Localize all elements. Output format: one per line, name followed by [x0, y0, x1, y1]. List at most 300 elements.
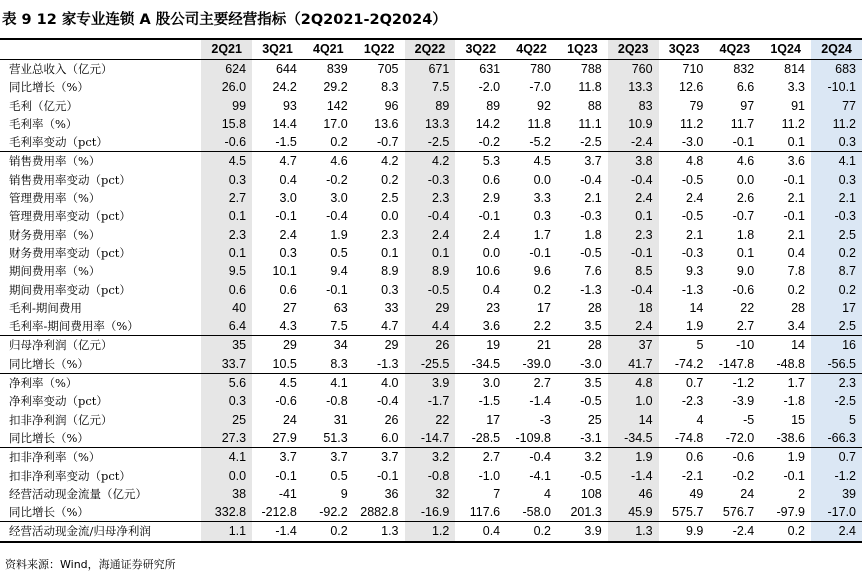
row-label: 毛利率-期间费用率（%） — [9, 319, 139, 334]
value-cell: 29 — [405, 299, 456, 317]
row-label: 净利率变动（pct） — [9, 394, 108, 409]
row-label: 毛利-期间费用 — [9, 300, 82, 315]
table-row — [0, 115, 862, 133]
value-cell: 814 — [784, 62, 806, 76]
value-cell: -0.8 — [326, 394, 348, 409]
value-cell: -17.0 — [811, 503, 862, 522]
value-cell: 63 — [333, 300, 348, 315]
table-row — [0, 392, 862, 410]
value-cell: 839 — [326, 62, 348, 76]
value-cell: -10.1 — [811, 78, 862, 96]
value-cell: 3.0 — [455, 374, 506, 393]
value-cell: 3.4 — [787, 319, 806, 334]
row-label: 经营活动现金流/归母净利润 — [0, 522, 201, 542]
value-cell: 25 — [201, 411, 252, 429]
value-cell: -1.3 — [681, 282, 704, 297]
table-row — [0, 133, 862, 152]
value-cell: 2.3 — [811, 374, 862, 393]
value-cell: 11.2 — [811, 115, 862, 133]
value-cell: 7.8 — [787, 264, 806, 279]
value-cell: 0.1 — [201, 207, 252, 225]
value-cell: -25.5 — [405, 355, 456, 374]
value-cell: -3.0 — [580, 356, 602, 371]
value-cell: -147.8 — [718, 356, 755, 371]
row-label: 毛利率（%） — [9, 116, 78, 131]
header-row — [0, 40, 862, 60]
value-cell: 0.7 — [659, 374, 710, 393]
table-row — [0, 411, 862, 429]
value-cell: -5 — [743, 412, 755, 427]
value-cell: 4.7 — [252, 152, 303, 171]
value-cell: 8.5 — [608, 262, 659, 280]
value-cell: -56.5 — [811, 355, 862, 374]
value-cell: 1.2 — [405, 522, 456, 542]
value-cell: 3.5 — [584, 319, 602, 334]
value-cell: 2.7 — [201, 189, 252, 207]
value-cell: 4.1 — [303, 374, 354, 393]
value-cell: -0.5 — [580, 245, 602, 260]
value-cell: 1.9 — [608, 448, 659, 467]
value-cell: 2.7 — [455, 448, 506, 467]
value-cell: 13.6 — [374, 116, 399, 131]
value-cell: 79 — [689, 98, 704, 113]
value-cell: 16 — [811, 336, 862, 355]
value-cell: -34.5 — [608, 429, 659, 448]
row-label: 归母净利润（亿元） — [0, 336, 201, 355]
table-row — [0, 171, 862, 189]
value-cell: 2.4 — [608, 317, 659, 336]
value-cell: 24 — [740, 486, 755, 501]
value-cell: 0.3 — [201, 392, 252, 410]
value-cell: 760 — [608, 60, 659, 79]
column-header: 2Q21 — [201, 40, 252, 60]
value-cell: 7 — [493, 486, 501, 501]
value-cell: 11.2 — [679, 116, 704, 131]
value-cell: 8.9 — [405, 262, 456, 280]
value-cell: 0.3 — [279, 245, 297, 260]
value-cell: 575.7 — [672, 505, 704, 520]
table-row — [0, 299, 862, 317]
value-cell: 2.7 — [506, 374, 557, 393]
value-cell: 0.3 — [811, 171, 862, 189]
value-cell: -0.1 — [275, 209, 297, 224]
value-cell: 83 — [608, 97, 659, 115]
value-cell: -39.0 — [522, 356, 551, 371]
value-cell: 2.3 — [201, 226, 252, 244]
value-cell: 7.5 — [405, 78, 456, 96]
value-cell: 0.3 — [811, 133, 862, 152]
value-cell: 1.8 — [736, 227, 755, 242]
value-cell: 3.3 — [787, 80, 806, 95]
value-cell: 3.6 — [760, 152, 811, 171]
column-header: 2Q23 — [608, 40, 659, 60]
value-cell: 15 — [791, 412, 806, 427]
value-cell: -0.1 — [783, 468, 806, 483]
value-cell: -34.5 — [471, 356, 501, 371]
table-row — [0, 152, 862, 171]
value-cell: -2.5 — [580, 135, 602, 150]
value-cell: 19 — [455, 336, 506, 355]
value-cell: -0.4 — [608, 171, 659, 189]
value-cell: -0.7 — [732, 209, 755, 224]
value-cell: 15.8 — [201, 115, 252, 133]
value-cell: 0.2 — [787, 282, 806, 297]
value-cell: 3.2 — [405, 448, 456, 467]
value-cell: 3.0 — [279, 191, 297, 206]
value-cell: 671 — [405, 60, 456, 79]
value-cell: -0.4 — [405, 207, 456, 225]
column-header: 3Q23 — [659, 40, 710, 60]
value-cell: 0.1 — [201, 244, 252, 262]
row-label: 同比增长（%） — [9, 80, 89, 95]
value-cell: 26 — [384, 412, 399, 427]
table-row — [0, 207, 862, 225]
table-row — [0, 448, 862, 467]
value-cell: -3.1 — [580, 430, 602, 445]
value-cell: -0.1 — [275, 468, 297, 483]
value-cell: 1.7 — [760, 374, 811, 393]
value-cell: 27.3 — [201, 429, 252, 448]
value-cell: 4.6 — [709, 152, 760, 171]
value-cell: 27 — [282, 300, 297, 315]
value-cell: -0.4 — [376, 394, 399, 409]
value-cell: 40 — [201, 299, 252, 317]
value-cell: -0.1 — [529, 245, 551, 260]
value-cell: -66.3 — [811, 429, 862, 448]
value-cell: 4 — [544, 486, 551, 501]
value-cell: 28 — [791, 300, 806, 315]
value-cell: 29 — [252, 336, 303, 355]
value-cell: 34 — [303, 336, 354, 355]
value-cell: 27.9 — [272, 430, 297, 445]
value-cell: 0.4 — [455, 522, 506, 542]
value-cell: 1.3 — [608, 522, 659, 542]
value-cell: 97 — [740, 98, 755, 113]
value-cell: 2.3 — [608, 226, 659, 244]
value-cell: 4 — [696, 412, 704, 427]
value-cell: 2.4 — [279, 227, 297, 242]
value-cell: 3.3 — [533, 191, 551, 206]
value-cell: 8.7 — [811, 262, 862, 280]
table-row — [0, 226, 862, 244]
table-row — [0, 78, 862, 96]
value-cell: -3.0 — [681, 135, 704, 150]
table-row — [0, 189, 862, 207]
value-cell: 17 — [537, 300, 551, 315]
value-cell: -0.6 — [201, 133, 252, 152]
value-cell: -2.1 — [681, 468, 704, 483]
value-cell: 46 — [608, 485, 659, 503]
value-cell: 0.0 — [533, 172, 551, 187]
value-cell: 22 — [405, 411, 456, 429]
value-cell: -0.1 — [326, 282, 348, 297]
value-cell: 683 — [811, 60, 862, 79]
value-cell: 3.0 — [330, 191, 348, 206]
value-cell: -14.7 — [405, 429, 456, 448]
value-cell: 2.5 — [381, 191, 399, 206]
value-cell: 0.1 — [608, 207, 659, 225]
value-cell: 26 — [405, 336, 456, 355]
value-cell: -1.4 — [252, 522, 303, 542]
value-cell: 10.1 — [272, 264, 297, 279]
table-row — [0, 281, 862, 299]
table-title: 表 9 12 家专业连锁 A 股公司主要经营指标（2Q2021-2Q2024） — [2, 12, 447, 28]
value-cell: 9.5 — [201, 262, 252, 280]
value-cell: -1.0 — [478, 468, 501, 483]
column-header: 1Q22 — [354, 40, 405, 60]
value-cell: 3.7 — [354, 448, 405, 467]
value-cell: -2.3 — [681, 394, 704, 409]
value-cell: 11.2 — [781, 116, 806, 131]
value-cell: 11.8 — [527, 116, 551, 131]
value-cell: 36 — [384, 486, 399, 501]
value-cell: 4.8 — [608, 374, 659, 393]
value-cell: 832 — [733, 62, 755, 76]
value-cell: 41.7 — [608, 355, 659, 374]
value-cell: -0.2 — [478, 135, 501, 150]
value-cell: -0.5 — [580, 468, 602, 483]
value-cell: 576.7 — [722, 505, 755, 520]
value-cell: 4.2 — [405, 152, 456, 171]
value-cell: 3.8 — [608, 152, 659, 171]
value-cell: 4.5 — [201, 152, 252, 171]
value-cell: 0.0 — [736, 172, 755, 187]
value-cell: -0.5 — [580, 394, 602, 409]
value-cell: -0.2 — [732, 468, 755, 483]
value-cell: -0.1 — [732, 135, 755, 150]
value-cell: 0.2 — [533, 282, 551, 297]
value-cell: 99 — [201, 97, 252, 115]
value-cell: 0.2 — [381, 172, 399, 187]
value-cell: 780 — [530, 62, 551, 76]
value-cell: 32 — [405, 485, 456, 503]
value-cell: -0.3 — [580, 209, 602, 224]
value-cell: 2 — [798, 486, 806, 501]
column-header: 1Q24 — [760, 40, 811, 60]
value-cell: 0.1 — [381, 245, 399, 260]
value-cell: 4.2 — [354, 152, 405, 171]
value-cell: -0.5 — [681, 172, 704, 187]
value-cell: 12.6 — [679, 80, 704, 95]
value-cell: -1.5 — [275, 135, 297, 150]
value-cell: 91 — [791, 98, 806, 113]
table-row — [0, 374, 862, 393]
value-cell: 2.2 — [533, 319, 551, 334]
value-cell: 14 — [760, 336, 811, 355]
value-cell: 0.6 — [279, 282, 297, 297]
value-cell: 22 — [740, 300, 755, 315]
value-cell: 5 — [811, 411, 862, 429]
value-cell: -97.9 — [776, 505, 806, 520]
value-cell: 9.3 — [686, 264, 704, 279]
value-cell: -7.0 — [529, 80, 551, 95]
financial-indicators-table — [0, 40, 862, 543]
value-cell: 3.5 — [557, 374, 608, 393]
value-cell: -1.3 — [580, 282, 602, 297]
value-cell: -0.8 — [405, 467, 456, 485]
value-cell: -0.1 — [376, 468, 399, 483]
value-cell: 0.3 — [201, 171, 252, 189]
value-cell: 0.2 — [811, 244, 862, 262]
value-cell: 710 — [682, 62, 704, 76]
source-note: 资料来源：Wind，海通证券研究所 — [5, 558, 176, 571]
value-cell: 10.6 — [475, 264, 501, 279]
value-cell: 38 — [201, 485, 252, 503]
value-cell: 0.5 — [330, 468, 348, 483]
value-cell: -0.1 — [608, 244, 659, 262]
value-cell: 9.9 — [659, 522, 710, 542]
value-cell: 0.5 — [330, 245, 348, 260]
value-cell: 0.2 — [330, 135, 348, 150]
value-cell: -2.5 — [405, 133, 456, 152]
value-cell: 5 — [659, 336, 710, 355]
value-cell: 29.2 — [323, 80, 348, 95]
value-cell: -0.3 — [405, 171, 456, 189]
value-cell: 0.1 — [405, 244, 456, 262]
value-cell: -1.7 — [405, 392, 456, 410]
table-row — [0, 60, 862, 79]
table-row — [0, 355, 862, 374]
value-cell: 11.7 — [730, 116, 755, 131]
value-cell: 9 — [340, 486, 348, 501]
column-header: 2Q22 — [405, 40, 456, 60]
value-cell: 1.0 — [608, 392, 659, 410]
row-label: 营业总收入（亿元） — [9, 62, 113, 76]
row-label: 销售费用率（%） — [0, 152, 201, 171]
value-cell: -48.8 — [776, 356, 806, 371]
value-cell: 0.0 — [201, 467, 252, 485]
value-cell: -72.0 — [725, 430, 755, 445]
value-cell: 8.9 — [381, 264, 399, 279]
value-cell: 35 — [201, 336, 252, 355]
value-cell: 2.4 — [608, 189, 659, 207]
value-cell: 117.6 — [469, 505, 501, 520]
value-cell: 3.7 — [252, 448, 303, 467]
row-label: 毛利率变动（pct） — [9, 135, 108, 150]
value-cell: 21 — [506, 336, 557, 355]
value-cell: 2.5 — [811, 317, 862, 336]
value-cell: 108 — [580, 486, 602, 501]
value-cell: 705 — [377, 62, 399, 76]
value-cell: -0.3 — [681, 245, 704, 260]
value-cell: 77 — [811, 97, 862, 115]
value-cell: -109.8 — [515, 430, 551, 445]
table-body — [0, 60, 862, 542]
value-cell: 2.6 — [736, 191, 755, 206]
value-cell: 8.3 — [330, 356, 348, 371]
value-cell: 2.4 — [811, 522, 862, 542]
value-cell: 0.0 — [381, 209, 399, 224]
value-cell: 3.6 — [482, 319, 501, 334]
value-cell: -0.5 — [681, 209, 704, 224]
value-cell: 1.9 — [330, 227, 348, 242]
value-cell: 201.3 — [570, 505, 602, 520]
value-cell: 3.7 — [557, 152, 608, 171]
value-cell: -0.4 — [580, 172, 602, 187]
value-cell: 0.1 — [787, 135, 806, 150]
value-cell: 0.2 — [303, 522, 354, 542]
value-cell: -0.6 — [709, 448, 760, 467]
value-cell: 49 — [689, 486, 704, 501]
value-cell: 25 — [587, 412, 602, 427]
value-cell: 0.7 — [811, 448, 862, 467]
value-cell: 0.4 — [482, 282, 501, 297]
value-cell: 3.7 — [303, 448, 354, 467]
value-cell: 14 — [608, 411, 659, 429]
value-cell: 9.0 — [736, 264, 755, 279]
value-cell: 1.8 — [584, 227, 602, 242]
column-header: 2Q24 — [811, 40, 862, 60]
value-cell: 3.9 — [557, 522, 608, 542]
value-cell: 2.3 — [405, 189, 456, 207]
value-cell: 6.6 — [736, 80, 755, 95]
value-cell: 92 — [537, 98, 551, 113]
row-label: 扣非净利润（亿元） — [9, 412, 113, 427]
value-cell: 2882.8 — [360, 505, 399, 520]
value-cell: 51.3 — [323, 430, 348, 445]
value-cell: -0.7 — [376, 135, 399, 150]
value-cell: -0.4 — [326, 209, 348, 224]
value-cell: 0.4 — [279, 172, 297, 187]
row-label: 财务费用率（%） — [9, 227, 101, 242]
value-cell: 28 — [557, 336, 608, 355]
value-cell: 23 — [486, 300, 501, 315]
value-cell: -1.2 — [709, 374, 760, 393]
value-cell: 0.2 — [506, 522, 557, 542]
value-cell: -1.3 — [376, 356, 399, 371]
table-row — [0, 97, 862, 115]
table-row — [0, 317, 862, 336]
value-cell: 29 — [354, 336, 405, 355]
value-cell: 3.9 — [405, 374, 456, 393]
value-cell: -2.4 — [709, 522, 760, 542]
value-cell: 2.9 — [482, 191, 501, 206]
column-header: 4Q23 — [709, 40, 760, 60]
value-cell: 788 — [580, 62, 602, 76]
value-cell: 631 — [479, 62, 501, 76]
value-cell: 0.1 — [736, 245, 755, 260]
value-cell: 1.9 — [760, 448, 811, 467]
value-cell: 0.3 — [533, 209, 551, 224]
value-cell: 644 — [276, 62, 297, 76]
value-cell: 0.2 — [760, 522, 811, 542]
value-cell: -3.9 — [732, 394, 755, 409]
value-cell: -2.5 — [811, 392, 862, 410]
value-cell: 4.7 — [381, 319, 399, 334]
table-row — [0, 503, 862, 522]
value-cell: -41 — [278, 486, 297, 501]
value-cell: -10 — [709, 336, 760, 355]
column-header: 1Q23 — [557, 40, 608, 60]
row-label: 毛利（亿元） — [9, 98, 78, 113]
value-cell: -1.4 — [608, 467, 659, 485]
value-cell: 2.4 — [482, 227, 501, 242]
value-cell: 624 — [201, 60, 252, 79]
value-cell: 1.3 — [354, 522, 405, 542]
value-cell: -0.3 — [811, 207, 862, 225]
header-label-cell — [0, 40, 201, 60]
value-cell: -2.0 — [478, 80, 501, 95]
value-cell: -4.1 — [529, 468, 551, 483]
value-cell: 37 — [608, 336, 659, 355]
value-cell: 0.0 — [482, 245, 501, 260]
value-cell: 33.7 — [201, 355, 252, 374]
row-label: 扣非净利率（%） — [0, 448, 201, 467]
row-label: 经营活动现金流量（亿元） — [9, 486, 147, 501]
table-row — [0, 467, 862, 485]
value-cell: 89 — [405, 97, 456, 115]
value-cell: 2.4 — [686, 191, 704, 206]
